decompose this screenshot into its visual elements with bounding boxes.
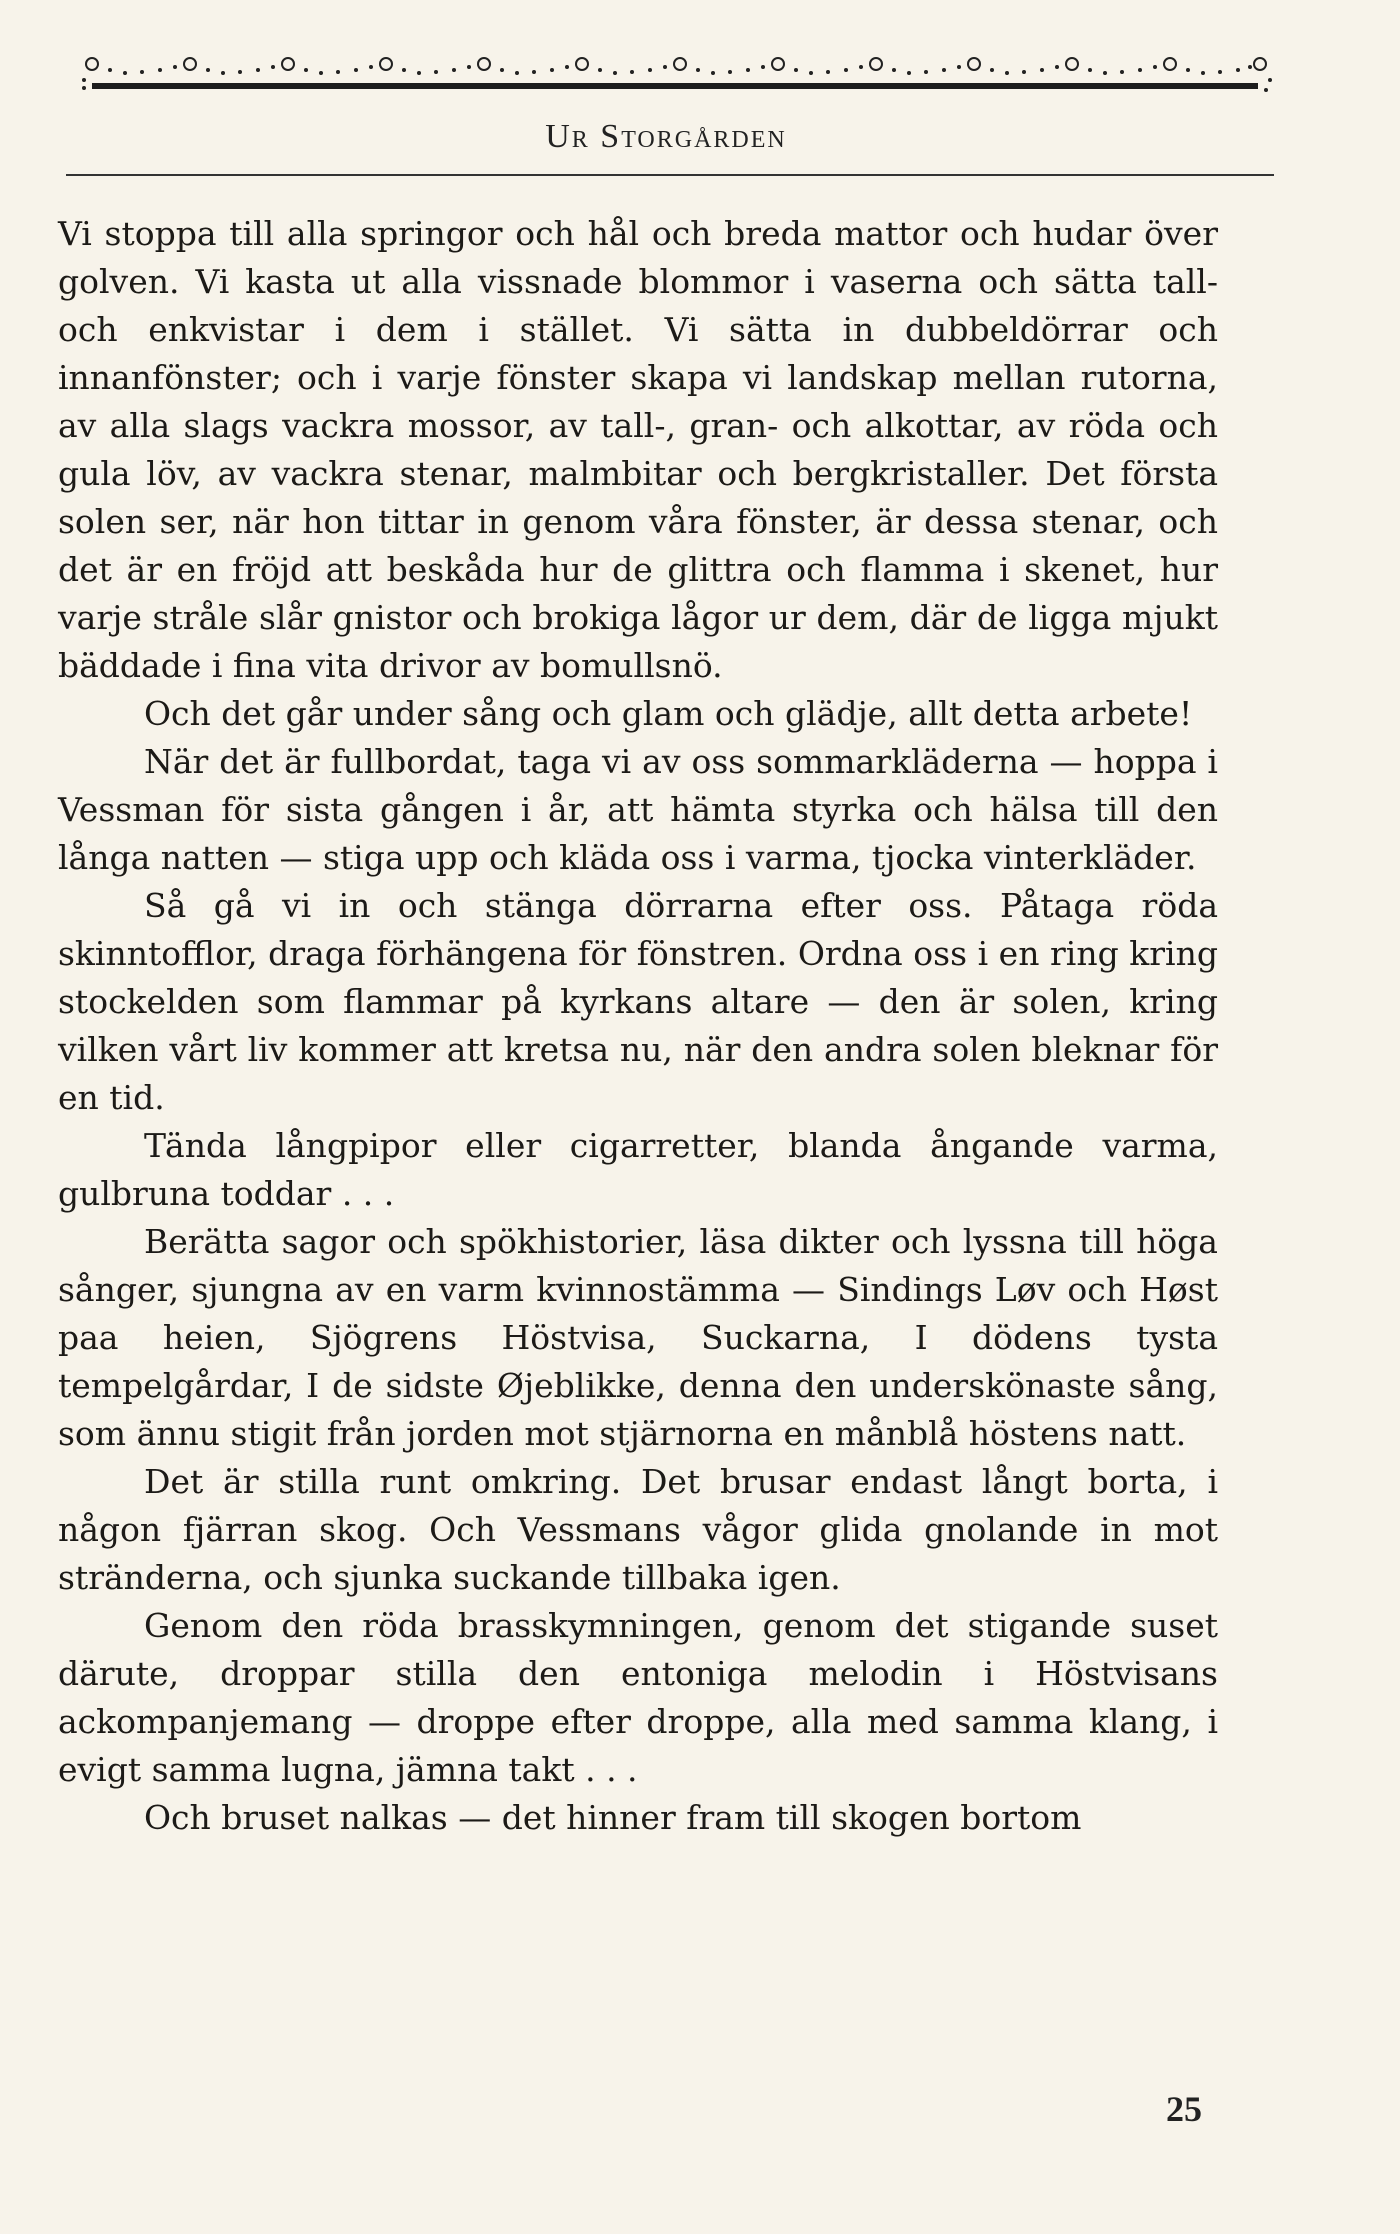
paragraph: Tända långpipor eller cigarretter, blanda ångande varma, gulbruna toddar . . .	[58, 1126, 1218, 1213]
paragraph: Och bruset nalkas — det hinner fram till skogen bortom	[144, 1798, 1082, 1837]
paragraph: Det är stilla runt omkring. Det brusar endast långt borta, i någon fjärran skog. Och Vessmans vågor glida gnolande in mot stränderna, och sjunka suckande tillbaka igen.	[58, 1462, 1218, 1597]
paragraph: Genom den röda brasskymningen, genom det stigande suset därute, droppar stilla den entoniga melodin i Höstvisans ackompanjemang — droppe efter droppe, alla med samma klang, i evigt samma lugna, jämna takt . . .	[58, 1606, 1218, 1789]
paragraph: Berätta sagor och spökhistorier, läsa dikter och lyssna till höga sånger, sjungna av en varm kvinnostämma — Sindings Løv och Høst paa heien, Sjögrens Höstvisa, Suckarna, I dödens tysta tempelgårdar, I de sidste Øjeblikke, denna den underskönaste sång, som ännu stigit från jorden mot stjärnorna en månblå höstens natt.	[58, 1222, 1218, 1453]
book-page	[58, 0, 1218, 2234]
paragraph: Och det går under sång och glam och glädje, allt detta arbete!	[144, 694, 1193, 733]
ornamental-border	[80, 50, 1275, 100]
running-head: Ur Storgården	[545, 118, 787, 155]
paragraph: När det är fullbordat, taga vi av oss sommarkläderna — hoppa i Vessman för sista gången i år, att hämta styrka och hälsa till den långa natten — stiga upp och kläda oss i varma, tjocka vinterkläder.	[58, 742, 1218, 877]
page-number: 25	[1166, 2089, 1202, 2129]
paragraph: Så gå vi in och stänga dörrarna efter oss. Påtaga röda skinntofflor, draga förhängena för fönstren. Ordna oss i en ring kring stockelden som flammar på kyrkans altare — den är solen, kring vilken vårt liv kommer att kretsa nu, när den andra solen bleknar för en tid.	[58, 886, 1218, 1117]
header-rule	[66, 174, 1274, 176]
paragraph: Vi stoppa till alla springor och hål och breda mattor och hudar över golven. Vi kasta ut alla vissnade blommor i vaserna och sätta tall- och enkvistar i dem i stället. Vi sätta in dubbeldörrar och innanfönster; och i varje fönster skapa vi landskap mellan rutorna, av alla slags vackra mossor, av tall-, gran- och alkottar, av röda och gula löv, av vackra stenar, malmbitar och bergkristaller. Det första solen ser, när hon tittar in genom våra fönster, är dessa stenar, och det är en fröjd att beskåda hur de glittra och flamma i skenet, hur varje stråle slår gnistor och brokiga lågor ur dem, där de ligga mjukt bäddade i fina vita drivor av bomullsnö.	[58, 214, 1218, 685]
body-text	[58, 210, 1218, 1842]
